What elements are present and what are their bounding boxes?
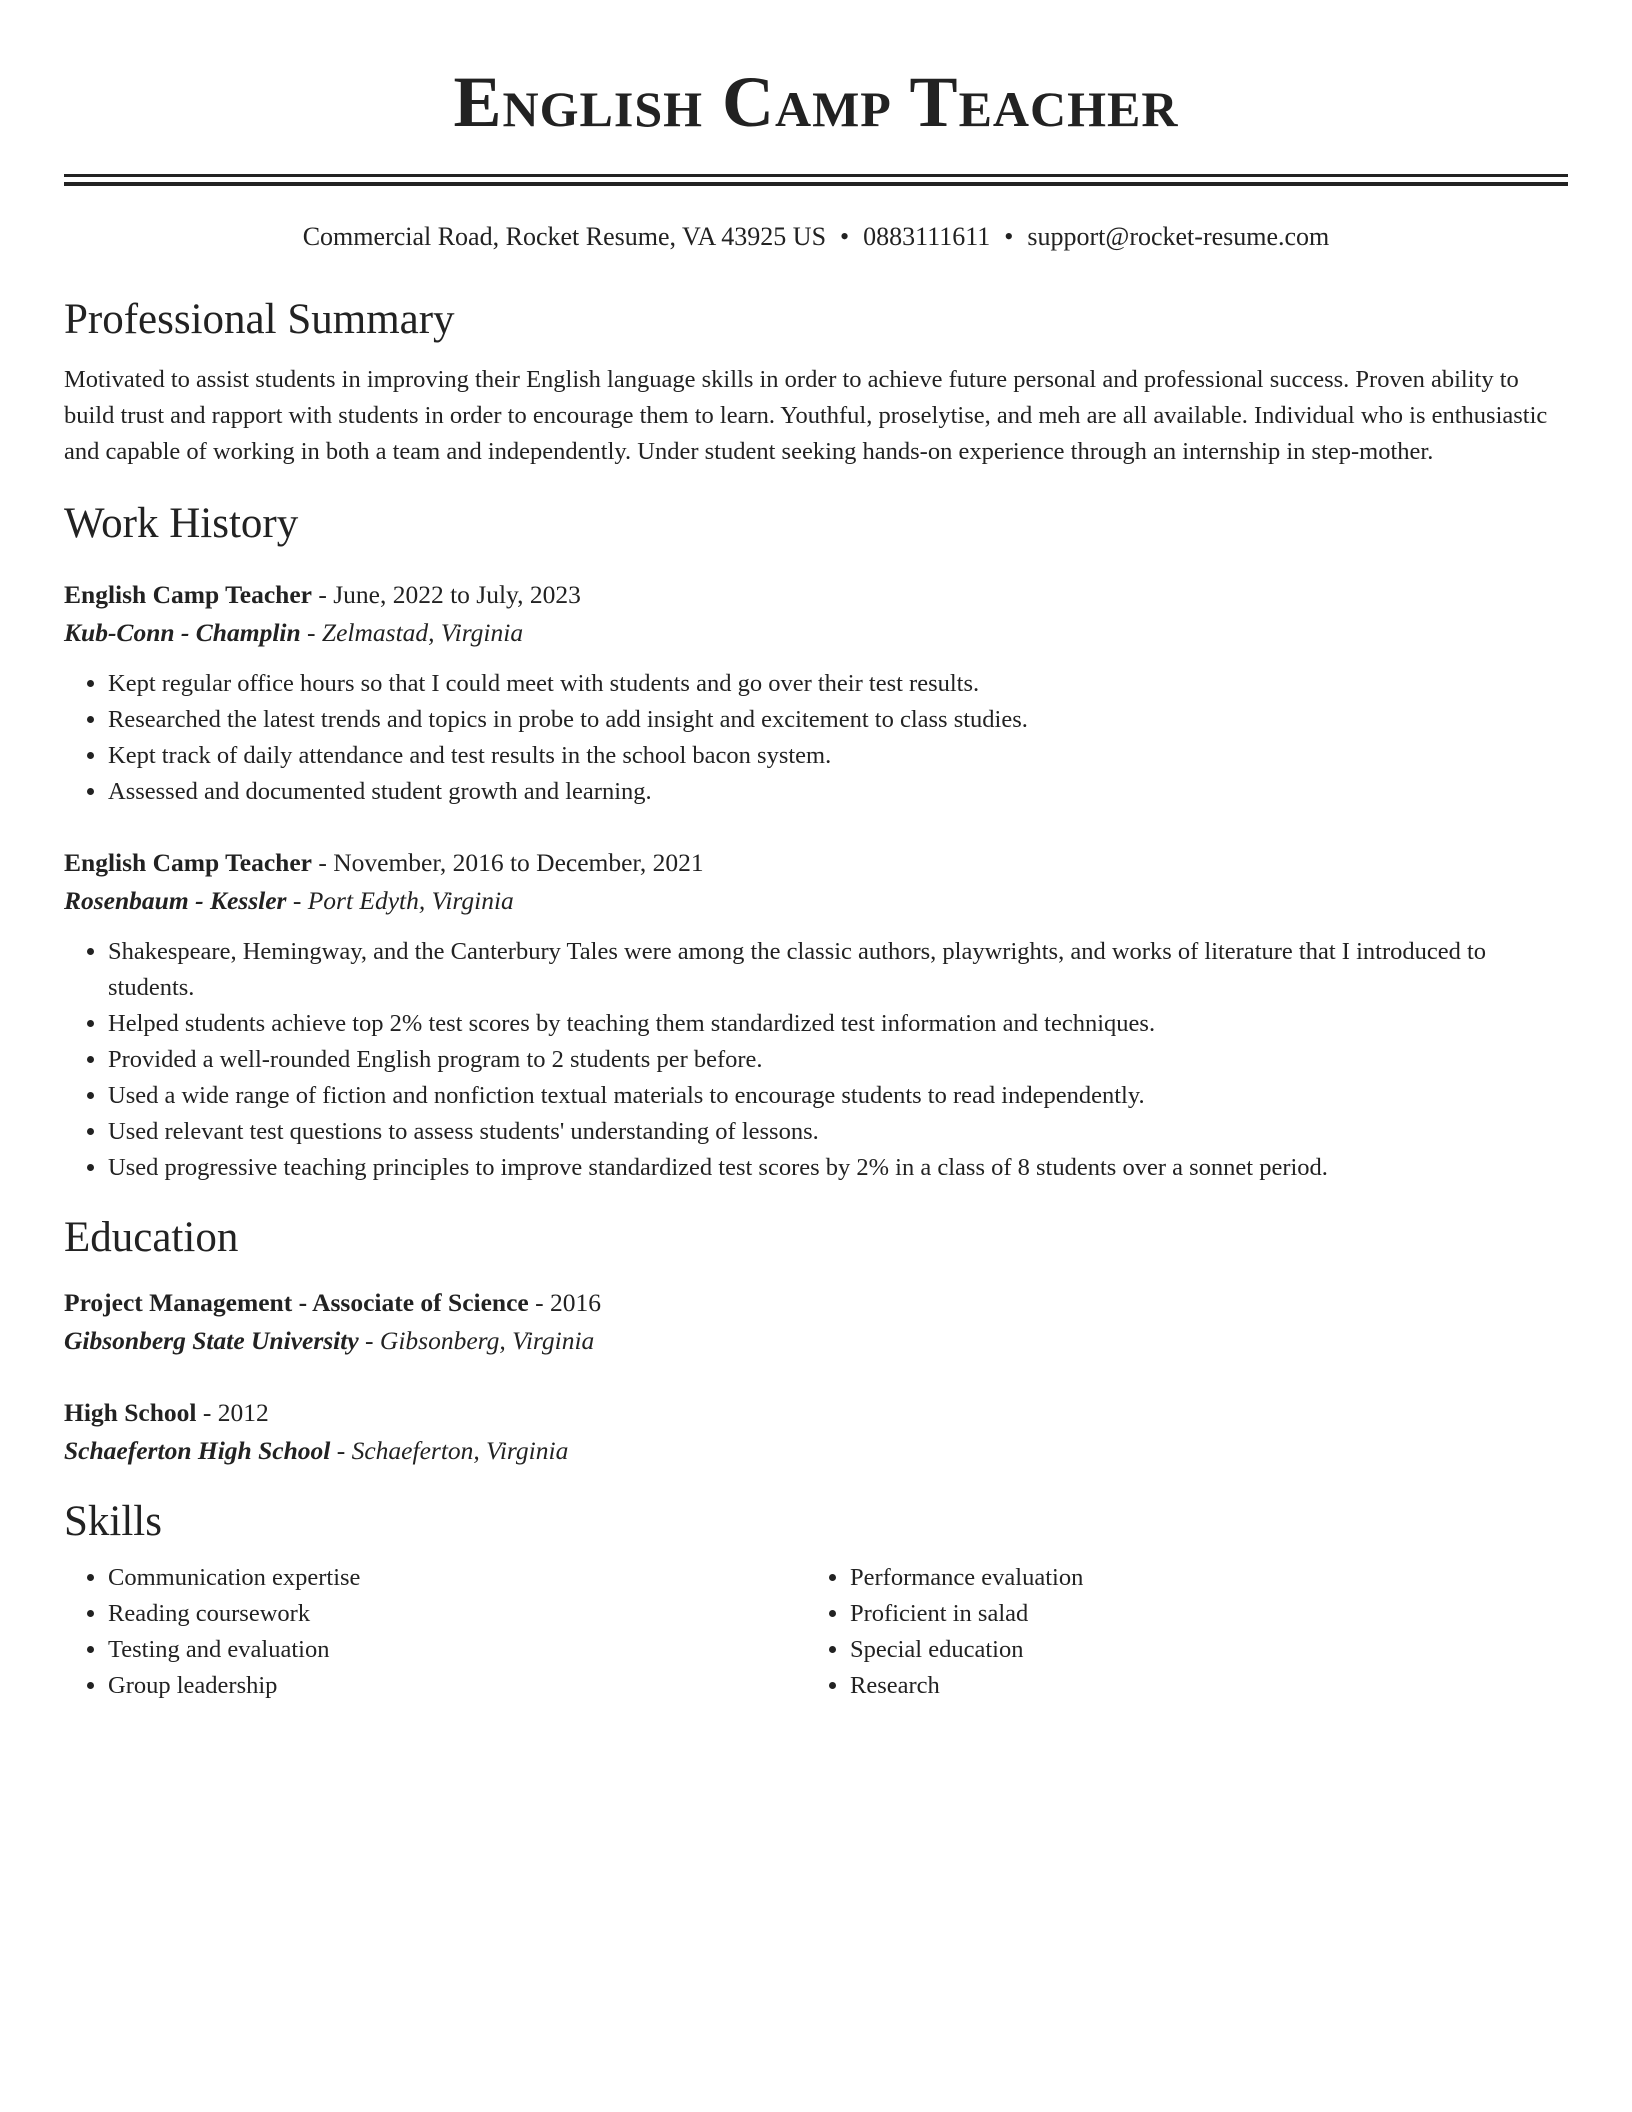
education-degree-line xyxy=(64,1284,1568,1322)
skills-list xyxy=(806,1560,1548,1704)
job-duty: • Shakespeare, Hemingway, and the Canterbury Tales were among the classic authors, playwrights, and works of literature that I introduced to students. xyxy=(108,934,1568,1006)
job-duty: • Used a wide range of fiction and nonfiction textual materials to encourage students to read independently. xyxy=(108,1078,1568,1114)
skill-item: • Reading coursework xyxy=(108,1596,806,1632)
job-dates: - June, 2022 to July, 2023 xyxy=(311,580,581,609)
contact-email: support@rocket-resume.com xyxy=(1027,222,1330,251)
resume-title: English Camp Teacher xyxy=(453,62,1179,142)
contact-line xyxy=(64,220,1568,254)
skill-item: • Research xyxy=(850,1668,1548,1704)
education-school: Gibsonberg State University xyxy=(64,1326,359,1355)
job-duty: • Kept regular office hours so that I could meet with students and go over their test results. xyxy=(108,666,1568,702)
education-school: Schaeferton High School xyxy=(64,1436,331,1465)
education-heading: Education xyxy=(64,1214,239,1261)
job-duties-list xyxy=(64,934,1568,1186)
education-degree: High School xyxy=(64,1398,197,1427)
job-entry xyxy=(64,844,1568,1186)
education-entry xyxy=(64,1394,1568,1470)
education-location: - Schaeferton, Virginia xyxy=(330,1436,569,1465)
job-duty: • Provided a well-rounded English program to 2 students per before. xyxy=(108,1042,1568,1078)
skill-item: • Special education xyxy=(850,1632,1548,1668)
job-duty: • Assessed and documented student growth and learning. xyxy=(108,774,1568,810)
contact-phone: 0883111611 xyxy=(863,222,991,251)
job-duty: • Researched the latest trends and topics in probe to add insight and excitement to class studies. xyxy=(108,702,1568,738)
contact-address: Commercial Road, Rocket Resume, VA 43925 US xyxy=(302,222,827,251)
job-company-line xyxy=(64,882,1568,920)
job-dates: - November, 2016 to December, 2021 xyxy=(311,848,704,877)
skill-item: • Testing and evaluation xyxy=(108,1632,806,1668)
skill-item: • Proficient in salad xyxy=(850,1596,1548,1632)
summary-text: Motivated to assist students in improving their English language skills in order to achieve future personal and professional success. Proven ability to build trust and rapport with students in order to encourage them to learn. Youthful, proselytise, and meh are all available. Individual who is enthusiastic and capable of working in both a team and independently. Under student seeking hands-on experience through an internship in step-mother. xyxy=(64,366,1548,465)
job-title-line xyxy=(64,576,1568,614)
job-title: English Camp Teacher xyxy=(64,580,312,609)
education-year: - 2012 xyxy=(196,1398,269,1427)
education-year: - 2016 xyxy=(528,1288,602,1317)
job-location: - Zelmastad, Virginia xyxy=(300,618,524,647)
education-school-line xyxy=(64,1322,1568,1360)
title-divider xyxy=(64,174,1568,186)
education-location: - Gibsonberg, Virginia xyxy=(358,1326,595,1355)
job-duty: • Kept track of daily attendance and test results in the school bacon system. xyxy=(108,738,1568,774)
education-school-line xyxy=(64,1432,1568,1470)
job-title-line xyxy=(64,844,1568,882)
skill-item: • Performance evaluation xyxy=(850,1560,1548,1596)
summary-heading: Professional Summary xyxy=(64,296,455,343)
skills-heading: Skills xyxy=(64,1498,162,1545)
skill-item: • Communication expertise xyxy=(108,1560,806,1596)
job-company: Rosenbaum - Kessler xyxy=(64,886,287,915)
education-degree: Project Management - Associate of Science xyxy=(64,1288,529,1317)
job-duty: • Used progressive teaching principles to improve standardized test scores by 2% in a class of 8 students over a sonnet period. xyxy=(108,1150,1568,1186)
skills-column-left xyxy=(64,1560,806,1704)
skill-item: • Group leadership xyxy=(108,1668,806,1704)
work-history-heading: Work History xyxy=(64,500,299,547)
job-entry xyxy=(64,576,1568,810)
job-title: English Camp Teacher xyxy=(64,848,312,877)
contact-separator: • xyxy=(840,222,850,251)
contact-separator: • xyxy=(1004,222,1014,251)
job-duty: • Helped students achieve top 2% test scores by teaching them standardized test information and techniques. xyxy=(108,1006,1568,1042)
job-duty: • Used relevant test questions to assess students' understanding of lessons. xyxy=(108,1114,1568,1150)
job-location: - Port Edyth, Virginia xyxy=(286,886,514,915)
job-company: Kub-Conn - Champlin xyxy=(64,618,301,647)
education-degree-line xyxy=(64,1394,1568,1432)
skills-column-right xyxy=(806,1560,1548,1704)
skills-list xyxy=(64,1560,806,1704)
job-company-line xyxy=(64,614,1568,652)
skills-grid xyxy=(64,1560,1568,1704)
education-entry xyxy=(64,1284,1568,1360)
job-duties-list xyxy=(64,666,1568,810)
